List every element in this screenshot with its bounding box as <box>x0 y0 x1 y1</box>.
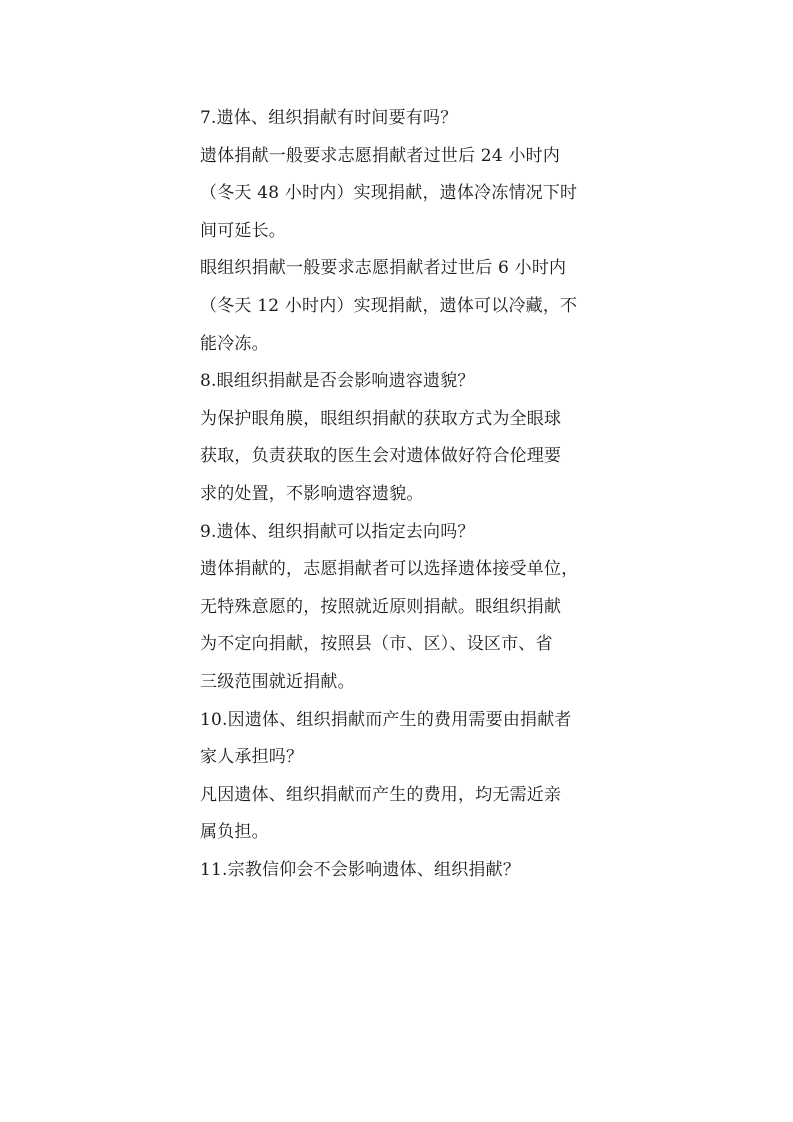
answer-line: 求的处置，不影响遗容遗貌。 <box>200 483 424 504</box>
question-text: 9.遗体、组织捐献可以指定去向吗？ <box>200 521 475 542</box>
answer-line: 眼组织捐献一般要求志愿捐献者过世后 6 小时内 <box>200 258 567 279</box>
answer-line: 间可延长。 <box>200 220 286 241</box>
question-text: 8.眼组织捐献是否会影响遗容遗貌？ <box>200 371 475 392</box>
answer-line: 为保护眼角膜，眼组织捐献的获取方式为全眼球 <box>200 408 562 429</box>
answer-8 <box>200 401 600 514</box>
question-8 <box>200 363 600 401</box>
answer-line: 遗体捐献的，志愿捐献者可以选择遗体接受单位， <box>200 559 579 580</box>
question-text: 11.宗教信仰会不会影响遗体、组织捐献？ <box>200 859 521 880</box>
answer-line: 无特殊意愿的，按照就近原则捐献。眼组织捐献 <box>200 596 562 617</box>
answer-line: （冬天 12 小时内）实现捐献，遗体可以冷藏，不 <box>200 295 578 316</box>
question-7 <box>200 100 600 138</box>
answer-7-eye-donation <box>200 250 600 363</box>
answer-line: 获取，负责获取的医生会对遗体做好符合伦理要 <box>200 446 562 467</box>
question-11 <box>200 852 600 890</box>
answer-9 <box>200 551 600 701</box>
answer-7-body-donation <box>200 138 600 251</box>
answer-line: 遗体捐献一般要求志愿捐献者过世后 24 小时内 <box>200 145 561 166</box>
question-10 <box>200 702 600 777</box>
question-9 <box>200 514 600 552</box>
question-text: 10.因遗体、组织捐献而产生的费用需要由捐献者 <box>200 709 572 730</box>
question-text: 7.遗体、组织捐献有时间要有吗？ <box>200 108 458 128</box>
answer-line: 为不定向捐献，按照县（市、区）、设区市、省 <box>200 634 553 655</box>
answer-line: 三级范围就近捐献。 <box>200 671 355 692</box>
answer-line: （冬天 48 小时内）实现捐献，遗体冷冻情况下时 <box>200 183 578 204</box>
document-body <box>200 100 600 889</box>
answer-10 <box>200 777 600 852</box>
answer-line: 能冷冻。 <box>200 333 269 354</box>
answer-line: 属负担。 <box>200 822 269 843</box>
question-text: 家人承担吗？ <box>200 747 304 768</box>
answer-line: 凡因遗体、组织捐献而产生的费用，均无需近亲 <box>200 784 562 805</box>
